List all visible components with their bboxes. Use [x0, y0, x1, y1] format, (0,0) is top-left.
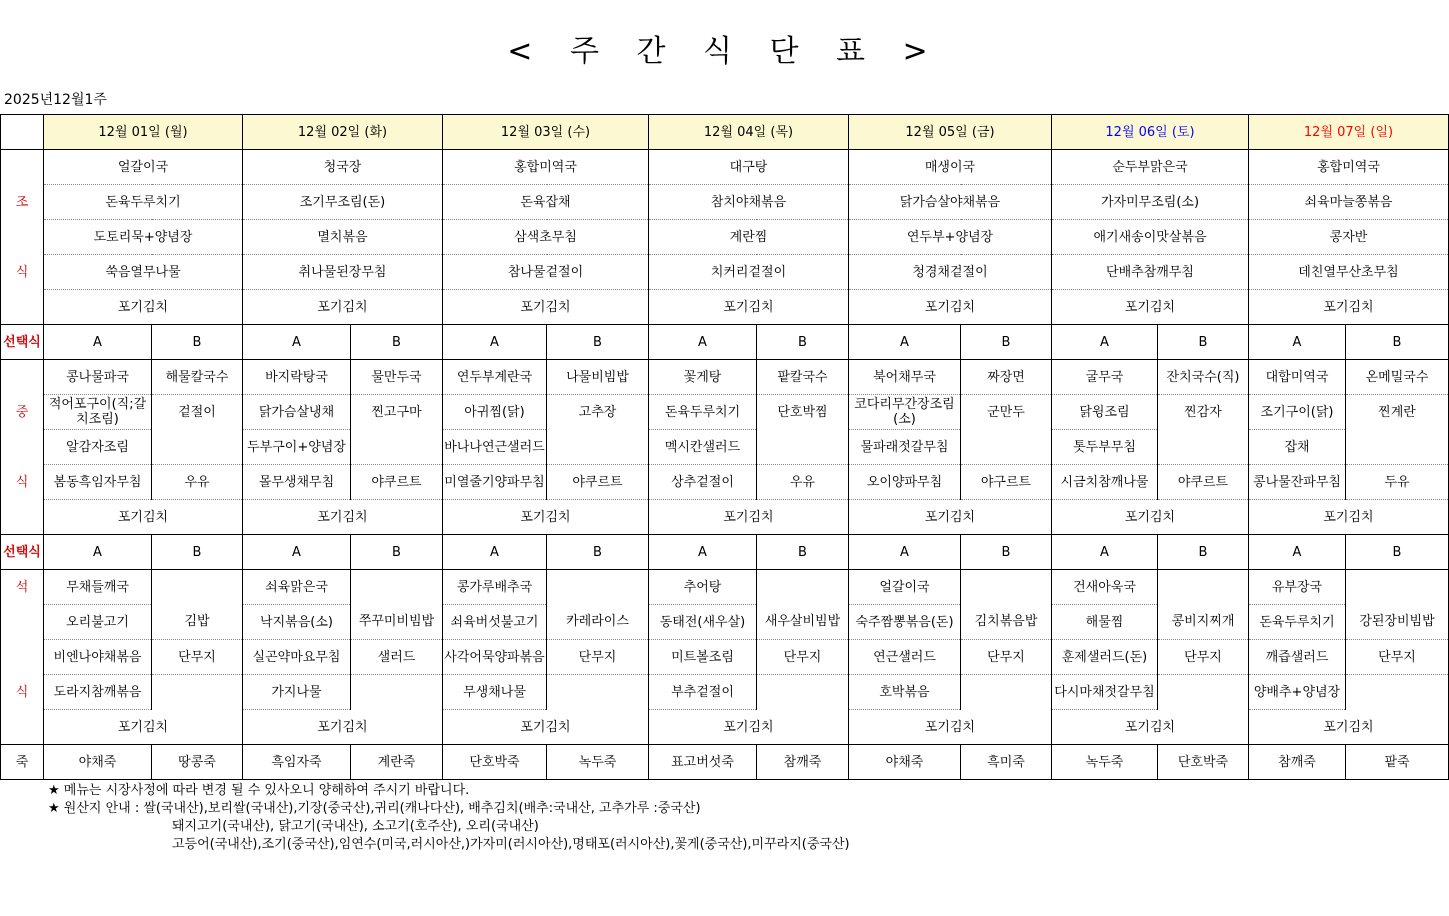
option-b: B [757, 535, 849, 570]
page-title: < 주 간 식 단 표 > [507, 34, 942, 69]
menu-item-a: 바지락탕국 [243, 360, 351, 395]
menu-item-b [351, 570, 443, 605]
menu-item-b [351, 430, 443, 465]
table-row [1, 430, 1449, 465]
menu-item-a: 물파래젓갈무침 [849, 430, 961, 465]
option-b: B [961, 325, 1052, 360]
menu-item-b: 샐러드 [351, 640, 443, 675]
porridge-a: 단호박죽 [443, 745, 547, 780]
menu-item-a: 대합미역국 [1249, 360, 1346, 395]
porridge-b: 흑미죽 [961, 745, 1052, 780]
menu-item-b [757, 570, 849, 605]
option-b: B [757, 325, 849, 360]
option-a: A [443, 535, 547, 570]
menu-item: 포기김치 [1052, 500, 1249, 535]
menu-item-b: 고추장 [547, 395, 649, 430]
menu-item: 포기김치 [44, 710, 243, 745]
option-a: A [649, 535, 757, 570]
menu-item-a: 얼갈이국 [849, 570, 961, 605]
menu-item-a: 비엔나야채볶음 [44, 640, 152, 675]
menu-item: 포기김치 [44, 290, 243, 325]
menu-item-b [961, 675, 1052, 710]
menu-item: 돈육두루치기 [44, 185, 243, 220]
menu-item-a: 바나나연근샐러드 [443, 430, 547, 465]
menu-item: 순두부맑은국 [1052, 150, 1249, 185]
menu-item-b: 찐계란 [1346, 395, 1449, 430]
menu-table-body [1, 115, 1449, 780]
menu-item-b [757, 430, 849, 465]
menu-item-a: 도라지참깨볶음 [44, 675, 152, 710]
menu-item: 포기김치 [649, 500, 849, 535]
meal-label: 중 [1, 395, 44, 430]
menu-item: 애기새송이맛살볶음 [1052, 220, 1249, 255]
menu-item-b: 야쿠르트 [351, 465, 443, 500]
menu-item-b: 단무지 [1346, 640, 1449, 675]
menu-item-a: 굴무국 [1052, 360, 1158, 395]
menu-item-a: 낙지볶음(소) [243, 605, 351, 640]
option-a: A [243, 325, 351, 360]
menu-item-b: 단무지 [961, 640, 1052, 675]
menu-item: 데친열무산초무침 [1249, 255, 1449, 290]
menu-item-a: 꽃게탕 [649, 360, 757, 395]
menu-item-a: 오리불고기 [44, 605, 152, 640]
menu-item-b: 나물비빔밥 [547, 360, 649, 395]
menu-item-a: 쇠육맑은국 [243, 570, 351, 605]
table-row [1, 360, 1449, 395]
menu-item-a: 톳두부무침 [1052, 430, 1158, 465]
menu-item-b: 야쿠르트 [547, 465, 649, 500]
option-b: B [152, 535, 243, 570]
option-a: A [849, 325, 961, 360]
meal-label: 조 [1, 185, 44, 220]
day-header: 12월 07일 (일) [1249, 115, 1449, 150]
option-a: A [1052, 535, 1158, 570]
menu-item-a: 콩나물잔파무침 [1249, 465, 1346, 500]
menu-item-a: 미열줄기양파무침 [443, 465, 547, 500]
meal-label [1, 150, 44, 185]
option-b: B [1158, 325, 1249, 360]
menu-item-a: 쇠육버섯불고기 [443, 605, 547, 640]
menu-item-a: 몰무생채무침 [243, 465, 351, 500]
menu-item-b [1346, 570, 1449, 605]
menu-item-a: 멕시칸샐러드 [649, 430, 757, 465]
menu-item: 콩자반 [1249, 220, 1449, 255]
menu-item: 포기김치 [243, 710, 443, 745]
day-header: 12월 06일 (토) [1052, 115, 1249, 150]
table-row [1, 255, 1449, 290]
porridge-a: 야채죽 [849, 745, 961, 780]
porridge-b: 단호박죽 [1158, 745, 1249, 780]
menu-item-a: 돈육두루치기 [1249, 605, 1346, 640]
menu-item-a: 시금치참깨나물 [1052, 465, 1158, 500]
menu-item: 포기김치 [1249, 500, 1449, 535]
menu-item-a: 미트볼조림 [649, 640, 757, 675]
menu-item-b: 찐고구마 [351, 395, 443, 430]
menu-item: 포기김치 [649, 290, 849, 325]
option-b: B [1346, 325, 1449, 360]
table-row [1, 150, 1449, 185]
menu-item-a: 훈제샐러드(돈) [1052, 640, 1158, 675]
menu-item-a: 오이양파무침 [849, 465, 961, 500]
note-line: 고등어(국내산),조기(중국산),임연수(미국,러시아산,)가자미(러시아산),명태포(러시아산),꽃게(중국산),미꾸라지(중국산) [172, 837, 850, 852]
menu-item: 포기김치 [649, 710, 849, 745]
menu-item-a: 아귀찜(닭) [443, 395, 547, 430]
menu-item-a: 동태전(새우살) [649, 605, 757, 640]
menu-item-b [152, 570, 243, 605]
menu-item: 쑥음열무나물 [44, 255, 243, 290]
menu-item-b: 잔치국수(직) [1158, 360, 1249, 395]
table-row [1, 465, 1449, 500]
menu-item: 홍합미역국 [443, 150, 649, 185]
menu-item: 삼색초무침 [443, 220, 649, 255]
porridge-b: 참깨죽 [757, 745, 849, 780]
menu-item-b: 카레라이스 [547, 605, 649, 640]
menu-item-a: 적어포구이(직;갈치조림) [44, 395, 152, 430]
menu-item-a: 가지나물 [243, 675, 351, 710]
menu-item-b: 단무지 [547, 640, 649, 675]
menu-item-b [1346, 675, 1449, 710]
menu-item-a: 콩나물파국 [44, 360, 152, 395]
menu-table [0, 114, 1449, 780]
table-row [1, 675, 1449, 710]
menu-item-a: 두부구이+양념장 [243, 430, 351, 465]
menu-item-b: 야쿠르트 [1158, 465, 1249, 500]
menu-item: 참치야채볶음 [649, 185, 849, 220]
menu-item: 쇠육마늘쫑볶음 [1249, 185, 1449, 220]
option-a: A [44, 325, 152, 360]
porridge-a: 녹두죽 [1052, 745, 1158, 780]
menu-item: 포기김치 [443, 500, 649, 535]
menu-item: 포기김치 [443, 710, 649, 745]
menu-item-a: 조기구이(닭) [1249, 395, 1346, 430]
option-a: A [243, 535, 351, 570]
menu-item: 포기김치 [44, 500, 243, 535]
menu-item: 돈육잡채 [443, 185, 649, 220]
menu-item-a: 돈육두루치기 [649, 395, 757, 430]
menu-item: 포기김치 [849, 290, 1052, 325]
menu-item: 대구탕 [649, 150, 849, 185]
table-row [1, 640, 1449, 675]
menu-item-b: 단무지 [152, 640, 243, 675]
menu-item: 포기김치 [443, 290, 649, 325]
menu-item-b: 겉절이 [152, 395, 243, 430]
menu-item: 포기김치 [1249, 710, 1449, 745]
menu-item-a: 상추겉절이 [649, 465, 757, 500]
meal-label: 석 [1, 570, 44, 605]
table-row [1, 605, 1449, 640]
table-row [1, 745, 1449, 780]
menu-item-a: 닭윙조림 [1052, 395, 1158, 430]
option-b: B [961, 535, 1052, 570]
menu-item: 매생이국 [849, 150, 1052, 185]
option-a: A [1249, 325, 1346, 360]
menu-item: 포기김치 [1052, 710, 1249, 745]
meal-label: 식 [1, 465, 44, 500]
meal-label: 식 [1, 255, 44, 290]
meal-label [1, 290, 44, 325]
menu-item-a: 실곤약마요무침 [243, 640, 351, 675]
menu-item: 조기무조림(돈) [243, 185, 443, 220]
option-a: A [443, 325, 547, 360]
menu-item: 취나물된장무침 [243, 255, 443, 290]
menu-item: 참나물겉절이 [443, 255, 649, 290]
menu-item: 가자미무조림(소) [1052, 185, 1249, 220]
option-b: B [1158, 535, 1249, 570]
menu-item: 계란찜 [649, 220, 849, 255]
table-row [1, 115, 1449, 150]
meal-label [1, 640, 44, 675]
menu-item: 치커리겉절이 [649, 255, 849, 290]
meal-label [1, 710, 44, 745]
porridge-b: 녹두죽 [547, 745, 649, 780]
porridge-a: 야채죽 [44, 745, 152, 780]
menu-item: 포기김치 [1249, 290, 1449, 325]
option-a: A [1249, 535, 1346, 570]
menu-item: 청경채겉절이 [849, 255, 1052, 290]
menu-item-b: 단무지 [1158, 640, 1249, 675]
week-label: 2025년12월1주 [4, 92, 107, 108]
menu-item-a: 코다리무간장조림(소) [849, 395, 961, 430]
menu-item-a: 알감자조림 [44, 430, 152, 465]
day-header: 12월 03일 (수) [443, 115, 649, 150]
menu-item: 청국장 [243, 150, 443, 185]
menu-item-b: 물만두국 [351, 360, 443, 395]
table-row [1, 710, 1449, 745]
meal-label [1, 360, 44, 395]
menu-item-b [152, 430, 243, 465]
option-a: A [649, 325, 757, 360]
menu-item-a: 숙주짬뽕볶음(돈) [849, 605, 961, 640]
menu-item-b: 두유 [1346, 465, 1449, 500]
menu-item-b: 군만두 [961, 395, 1052, 430]
menu-item-b [152, 675, 243, 710]
note-line: ★ 원산지 안내 : 쌀(국내산),보리쌀(국내산),기장(중국산),귀리(캐나다산), 배추김치(배추:국내산, 고추가루 :중국산) [48, 801, 701, 816]
menu-item-b [547, 430, 649, 465]
porridge-a: 표고버섯죽 [649, 745, 757, 780]
menu-item-a: 무생채나물 [443, 675, 547, 710]
porridge-b: 계란죽 [351, 745, 443, 780]
option-a: A [1052, 325, 1158, 360]
menu-item: 도토리묵+양념장 [44, 220, 243, 255]
notes [48, 782, 850, 854]
menu-item-b: 강된장비빔밥 [1346, 605, 1449, 640]
note-line: 돼지고기(국내산), 닭고기(국내산), 소고기(호주산), 오리(국내산) [172, 819, 539, 834]
menu-item-a: 닭가슴살냉채 [243, 395, 351, 430]
table-row [1, 185, 1449, 220]
menu-item-b: 우유 [152, 465, 243, 500]
table-row [1, 220, 1449, 255]
menu-item-b [351, 675, 443, 710]
table-row [1, 290, 1449, 325]
option-b: B [152, 325, 243, 360]
select-label: 선택식 [1, 535, 44, 570]
menu-item: 닭가슴살야채볶음 [849, 185, 1052, 220]
menu-item-b: 김치볶음밥 [961, 605, 1052, 640]
menu-item-a: 부추겉절이 [649, 675, 757, 710]
menu-item-b [1158, 675, 1249, 710]
menu-item-b [547, 675, 649, 710]
menu-item-a: 사각어묵양파볶음 [443, 640, 547, 675]
menu-item-a: 잡채 [1249, 430, 1346, 465]
menu-item-a: 호박볶음 [849, 675, 961, 710]
menu-item: 포기김치 [243, 290, 443, 325]
menu-item-b: 단호박찜 [757, 395, 849, 430]
day-header: 12월 02일 (화) [243, 115, 443, 150]
menu-item-b: 콩비지찌개 [1158, 605, 1249, 640]
table-row [1, 570, 1449, 605]
menu-item: 포기김치 [243, 500, 443, 535]
porridge-a: 흑임자죽 [243, 745, 351, 780]
menu-item-a: 무채들깨국 [44, 570, 152, 605]
meal-label: 식 [1, 675, 44, 710]
day-header: 12월 04일 (목) [649, 115, 849, 150]
menu-item-a: 다시마채젓갈무침 [1052, 675, 1158, 710]
menu-item: 포기김치 [849, 710, 1052, 745]
day-header: 12월 01일 (월) [44, 115, 243, 150]
meal-label [1, 605, 44, 640]
menu-item-b [1158, 570, 1249, 605]
table-row [1, 325, 1449, 360]
porridge-b: 땅콩죽 [152, 745, 243, 780]
menu-item-b [961, 430, 1052, 465]
menu-item: 멸치볶음 [243, 220, 443, 255]
table-row [1, 395, 1449, 430]
menu-item-a: 추어탕 [649, 570, 757, 605]
option-b: B [547, 535, 649, 570]
porridge-a: 참깨죽 [1249, 745, 1346, 780]
menu-item-a: 건새아욱국 [1052, 570, 1158, 605]
menu-item-b: 해물칼국수 [152, 360, 243, 395]
menu-item-b: 팥칼국수 [757, 360, 849, 395]
menu-item-b: 온메밀국수 [1346, 360, 1449, 395]
note-line: ★ 메뉴는 시장사정에 따라 변경 될 수 있사오니 양해하여 주시기 바랍니다. [48, 783, 470, 798]
option-b: B [1346, 535, 1449, 570]
menu-item-a: 연근샐러드 [849, 640, 961, 675]
meal-label [1, 430, 44, 465]
menu-item: 포기김치 [849, 500, 1052, 535]
menu-item-b: 쭈꾸미비빔밥 [351, 605, 443, 640]
option-a: A [849, 535, 961, 570]
select-label: 선택식 [1, 325, 44, 360]
menu-item-a: 봄동흑임자무침 [44, 465, 152, 500]
table-row [1, 535, 1449, 570]
menu-item: 연두부+양념장 [849, 220, 1052, 255]
menu-item-b [1346, 430, 1449, 465]
menu-item-a: 깨즙샐러드 [1249, 640, 1346, 675]
menu-item-b [1158, 430, 1249, 465]
menu-item-a: 연두부계란국 [443, 360, 547, 395]
option-a: A [44, 535, 152, 570]
menu-item: 홍합미역국 [1249, 150, 1449, 185]
meal-label [1, 500, 44, 535]
table-row [1, 500, 1449, 535]
option-b: B [351, 535, 443, 570]
corner-cell [1, 115, 44, 150]
meal-label [1, 220, 44, 255]
meal-label: 죽 [1, 745, 44, 780]
porridge-b: 팥죽 [1346, 745, 1449, 780]
menu-item: 얼갈이국 [44, 150, 243, 185]
menu-item-b: 단무지 [757, 640, 849, 675]
menu-item-b [961, 570, 1052, 605]
menu-item-a: 양배추+양념장 [1249, 675, 1346, 710]
option-b: B [547, 325, 649, 360]
option-b: B [351, 325, 443, 360]
menu-item: 포기김치 [1052, 290, 1249, 325]
menu-item-b [547, 570, 649, 605]
menu-item-b: 우유 [757, 465, 849, 500]
menu-item-b: 새우살비빔밥 [757, 605, 849, 640]
menu-item-b: 찐감자 [1158, 395, 1249, 430]
menu-item-b: 야구르트 [961, 465, 1052, 500]
menu-item-a: 해물찜 [1052, 605, 1158, 640]
menu-item-b: 김밥 [152, 605, 243, 640]
menu-item-b: 짜장면 [961, 360, 1052, 395]
menu-item-a: 콩가루배추국 [443, 570, 547, 605]
menu-item-b [757, 675, 849, 710]
menu-item-a: 북어채무국 [849, 360, 961, 395]
menu-item: 단배추참깨무침 [1052, 255, 1249, 290]
menu-item-a: 유부장국 [1249, 570, 1346, 605]
day-header: 12월 05일 (금) [849, 115, 1052, 150]
